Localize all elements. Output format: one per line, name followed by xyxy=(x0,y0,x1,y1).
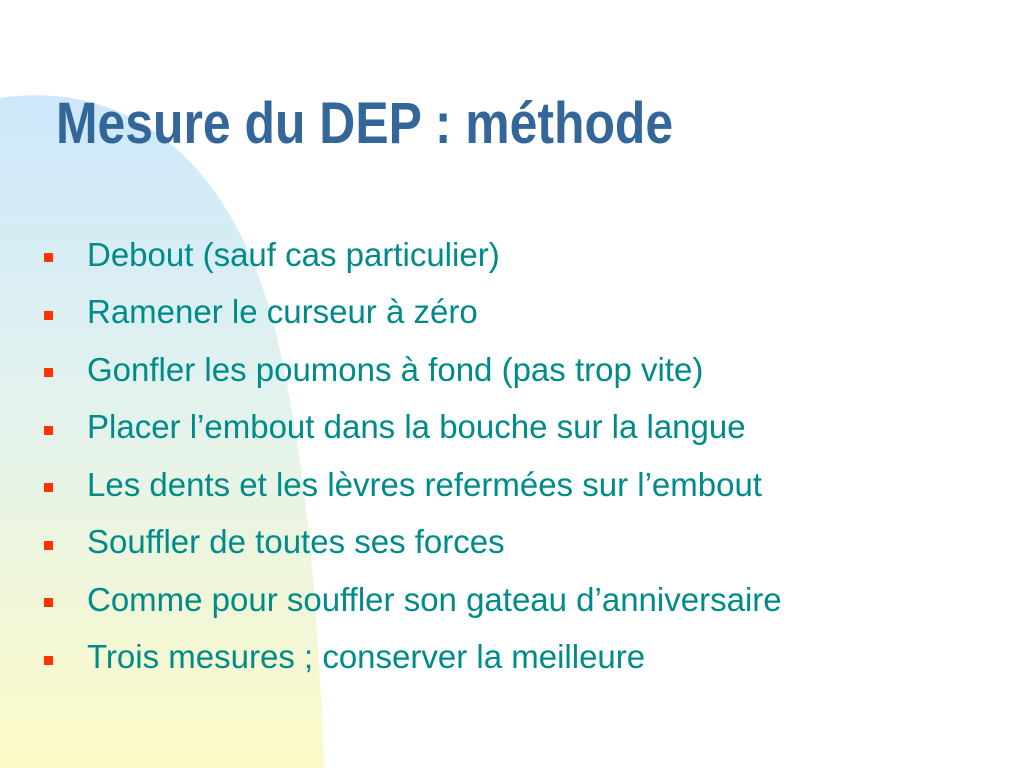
square-bullet-icon xyxy=(44,368,53,377)
bullet-text: Placer l’embout dans la bouche sur la langue xyxy=(87,408,746,446)
bullet-text: Ramener le curseur à zéro xyxy=(87,293,478,331)
list-item xyxy=(44,514,782,572)
bullet-text: Comme pour souffler son gateau d’anniversaire xyxy=(87,580,782,618)
bullet-text: Les dents et les lèvres refermées sur l’embout xyxy=(87,465,762,503)
square-bullet-icon xyxy=(44,253,53,262)
list-item xyxy=(44,284,782,342)
square-bullet-icon xyxy=(44,598,53,607)
bullet-text: Gonfler les poumons à fond (pas trop vite) xyxy=(87,350,704,388)
square-bullet-icon xyxy=(44,426,53,435)
list-item xyxy=(44,399,782,457)
square-bullet-icon xyxy=(44,656,53,665)
list-item xyxy=(44,456,782,514)
bullet-text: Trois mesures ; conserver la meilleure xyxy=(87,638,646,676)
list-item xyxy=(44,571,782,629)
square-bullet-icon xyxy=(44,311,53,320)
bullet-text: Souffler de toutes ses forces xyxy=(87,523,505,561)
bullet-text: Debout (sauf cas particulier) xyxy=(87,235,500,273)
list-item xyxy=(44,341,782,399)
square-bullet-icon xyxy=(44,541,53,550)
list-item xyxy=(44,629,782,687)
slide-title: Mesure du DEP : méthode xyxy=(56,91,674,156)
square-bullet-icon xyxy=(44,483,53,492)
list-item xyxy=(44,226,782,284)
bullet-list xyxy=(44,226,782,686)
